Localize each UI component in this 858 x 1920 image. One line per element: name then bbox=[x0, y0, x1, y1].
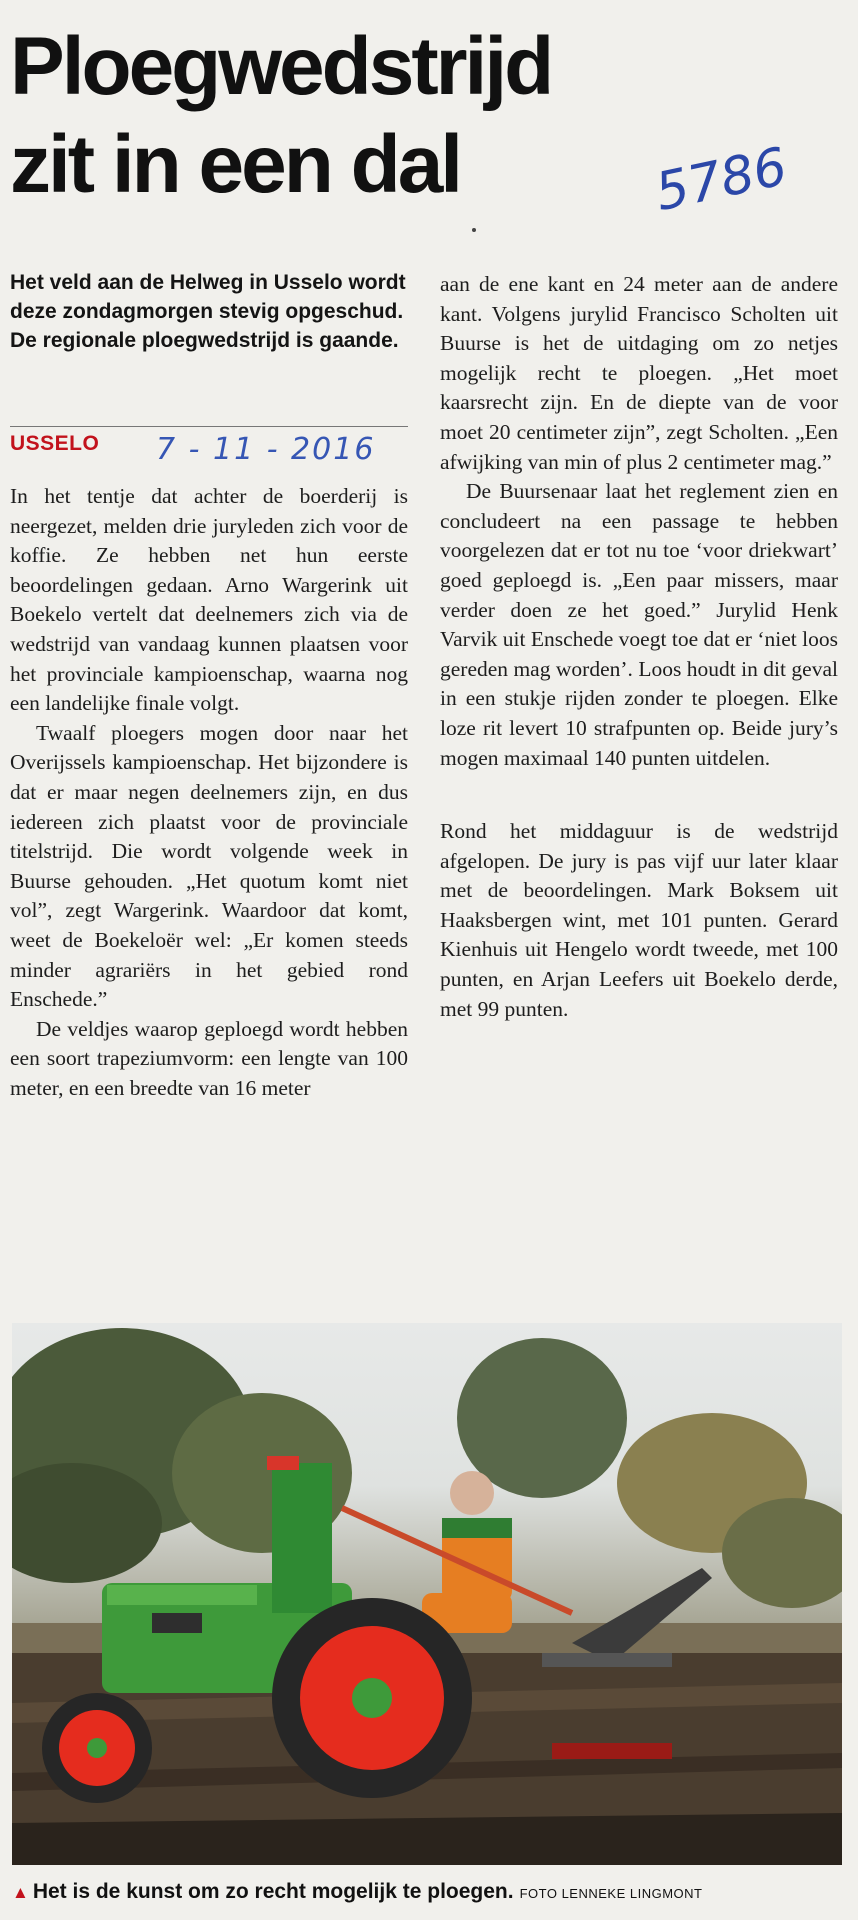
print-dot bbox=[472, 228, 476, 232]
photo-credit: FOTO LENNEKE LINGMONT bbox=[519, 1886, 703, 1901]
headline-line-2: zit in een dal bbox=[10, 119, 461, 210]
paragraph: In het tentje dat achter de boerderij is neergezet, melden drie juryleden zich voor de koffie. Ze hebben net hun eerste beoordelingen gedaan. Arno Wargerink uit Boekelo vertelt dat deelnemers zich via de wedstrijd van vandaag kunnen plaatsen voor het provinciale kampioenschap, waarna nog een landelijke finale volgt. bbox=[10, 484, 408, 716]
paragraph: Twaalf ploegers mogen door naar het Overijssels kampioenschap. Het bijzondere is dat er maar negen deelnemers zijn, en dus iedereen zich plaatst voor de provinciale titelstrijd. Die wordt volgende week in Buurse gehouden. „Het quotum komt niet vol”, zegt Wargerink. Waardoor dat komt, weet de Boekeloër wel: „Er komen steeds minder agrariërs in het gebied rond Enschede.” bbox=[10, 720, 408, 1012]
paragraph: De veldjes waarop geploegd wordt hebben een soort trapeziumvorm: een lengte van 100 meter, en een breedte van 16 meter bbox=[10, 1016, 408, 1100]
caption-triangle-icon: ▲ bbox=[12, 1883, 29, 1902]
tractor-photo bbox=[12, 1323, 842, 1865]
dateline-rule bbox=[10, 426, 408, 427]
caption-text: Het is de kunst om zo recht mogelijk te ploegen. bbox=[32, 1880, 514, 1903]
paragraph: Rond het middaguur is de wedstrijd afgelopen. De jury is pas vijf uur later klaar met de beoordelingen. Mark Boksem uit Haaksbergen wint, met 101 punten. Gerard Kienhuis uit Hengelo wordt tweede, met 100 punten, en Arjan Leefers uit Boekelo derde, met 99 punten. bbox=[440, 819, 838, 1021]
paragraph: aan de ene kant en 24 meter aan de andere kant. Volgens jurylid Francisco Scholten uit Buurse is het de uitdaging om zo netjes mogelijk recht te ploegen. „Het moet kaarsrecht zijn. En de diepte van de voor moet 20 centimeter zijn”, zegt Scholten. „Een afwijking van min of plus 2 centimeter mag.” bbox=[440, 272, 838, 474]
article-column-2 bbox=[440, 270, 838, 1024]
photo-caption bbox=[12, 1880, 842, 1904]
handwritten-date: 7 - 11 - 2016 bbox=[156, 432, 376, 467]
handwritten-number: 5786 bbox=[650, 136, 793, 224]
article-column-1 bbox=[10, 482, 408, 1103]
paragraph: De Buursenaar laat het reglement zien en concludeert na een passage te hebben voorgelezen dat er tot nu toe ‘voor driekwart’ goed geploegd is. „Een paar missers, maar verder doen ze het goed.” Jurylid Henk Varvik uit Enschede voegt toe dat er ‘niet loos gereden mag worden’. Loos houdt in dit geval in een stukje rijden zonder te ploegen. Elke loze rit levert 10 strafpunten op. Beide jury’s mogen maximaal 140 punten uitdelen. bbox=[440, 479, 838, 770]
paragraph-spacer bbox=[440, 773, 838, 817]
lead-paragraph: Het veld aan de Helweg in Usselo wordt deze zondagmorgen stevig opgeschud. De regionale ploegwedstrijd is gaande. bbox=[10, 271, 406, 352]
headline-line-1: Ploegwedstrijd bbox=[10, 21, 552, 112]
dateline: USSELO bbox=[10, 432, 100, 455]
